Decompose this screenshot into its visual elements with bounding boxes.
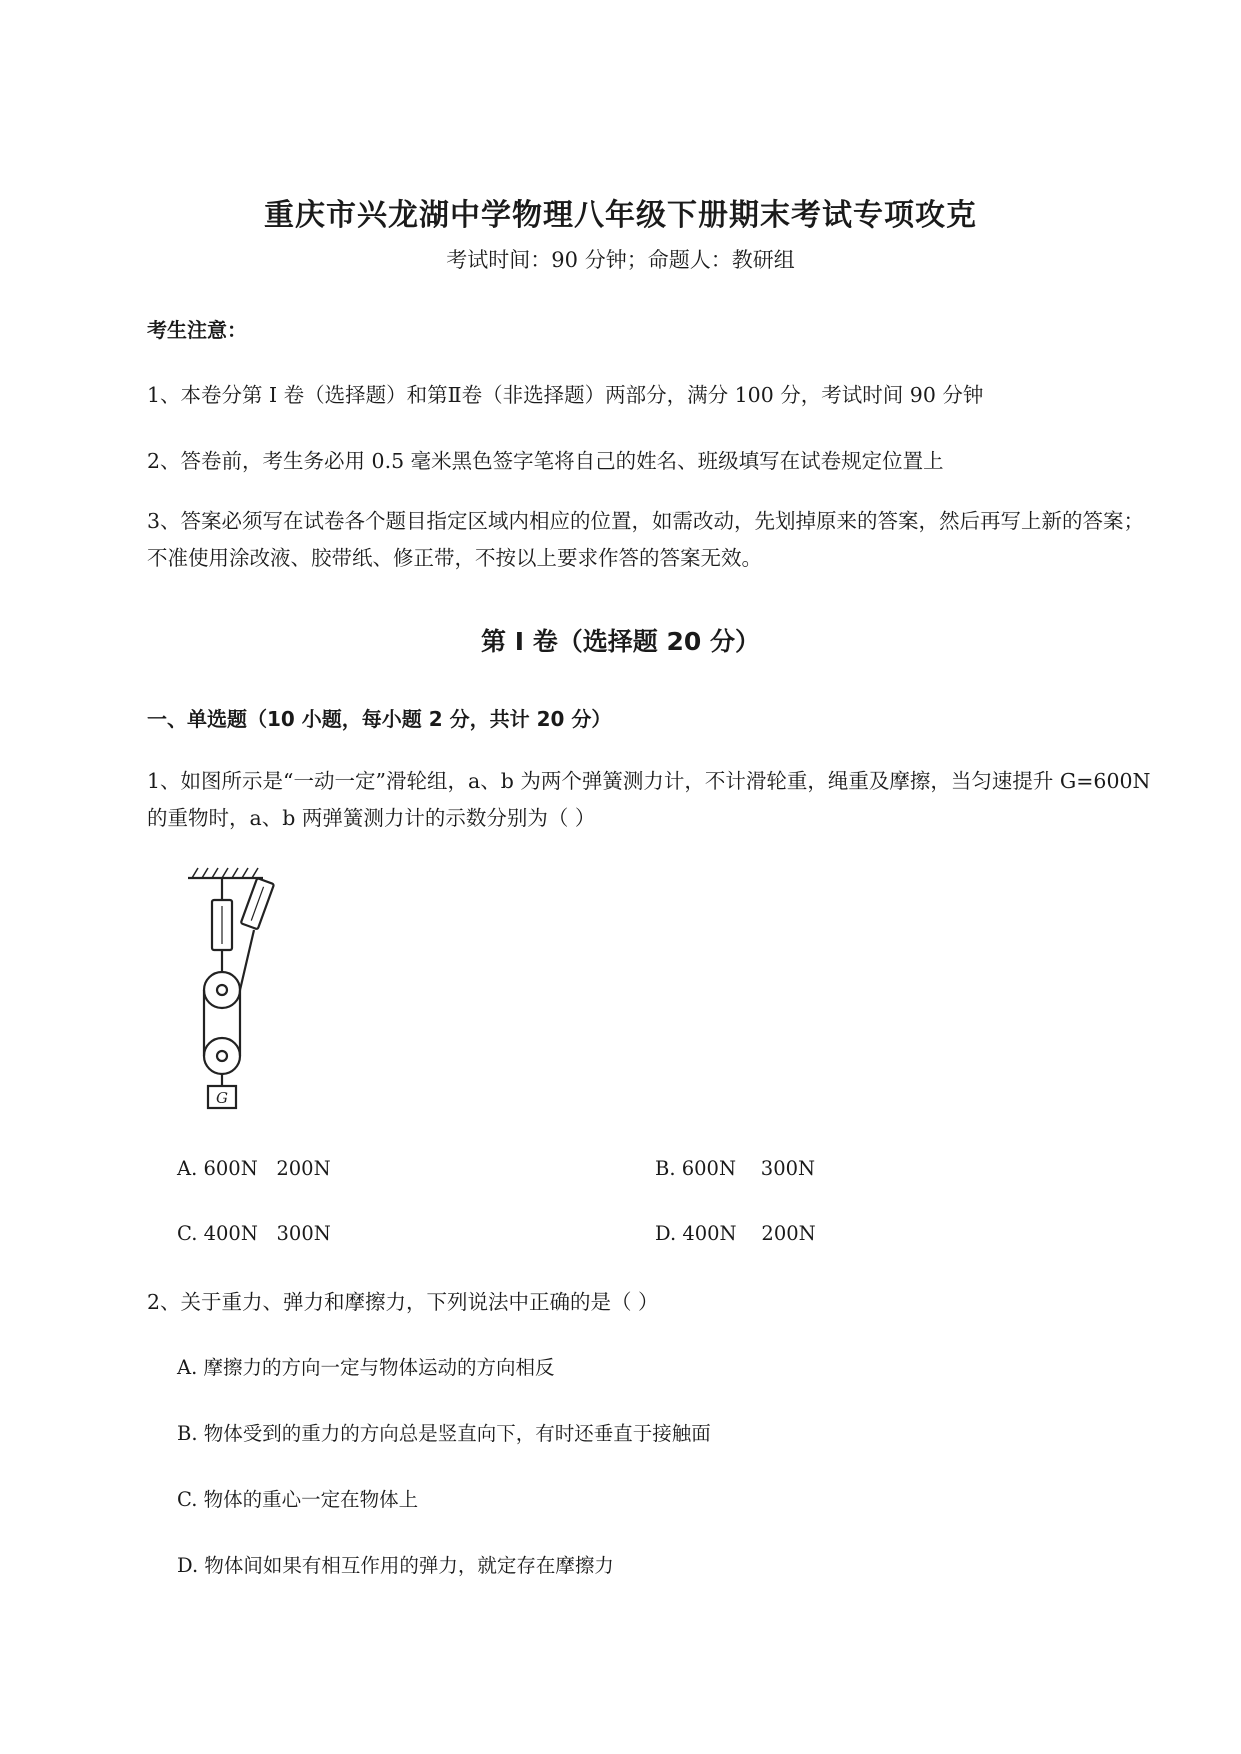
exam-title: 重庆市兴龙湖中学物理八年级下册期末考试专项攻克 <box>264 198 977 233</box>
q1-option-d[interactable]: D. 400N 200N <box>655 1222 816 1245</box>
question-1-stem: 1、如图所示是“一动一定”滑轮组，a、b 为两个弹簧测力计，不计滑轮重，绳重及摩擦，当匀速提升 G=600N 的重物时，a、b 两弹簧测力计的示数分别为（ ） <box>147 769 1151 830</box>
question-2-stem: 2、关于重力、弹力和摩擦力，下列说法中正确的是（ ） <box>147 1290 659 1314</box>
section-title: 第 I 卷（选择题 20 分） <box>481 627 760 656</box>
group-heading: 一、单选题（10 小题，每小题 2 分，共计 20 分） <box>147 707 612 731</box>
movable-pulley <box>204 1038 240 1074</box>
ceiling-hatch <box>192 868 258 878</box>
weight-label: G <box>216 1089 228 1107</box>
q2-option-a[interactable]: A. 摩擦力的方向一定与物体运动的方向相反 <box>177 1356 555 1379</box>
q1-option-c[interactable]: C. 400N 300N <box>177 1222 331 1245</box>
fixed-pulley <box>204 972 240 1008</box>
q1-option-a[interactable]: A. 600N 200N <box>177 1157 331 1180</box>
pulley-diagram <box>168 860 278 1110</box>
notice-item-2: 2、答卷前，考生务必用 0.5 毫米黑色签字笔将自己的姓名、班级填写在试卷规定位置上 <box>147 449 944 473</box>
q2-option-b[interactable]: B. 物体受到的重力的方向总是竖直向下，有时还垂直于接触面 <box>177 1422 711 1445</box>
q2-option-d[interactable]: D. 物体间如果有相互作用的弹力，就定存在摩擦力 <box>177 1554 614 1577</box>
exam-subtitle: 考试时间：90 分钟；命题人：教研组 <box>446 248 795 272</box>
q1-option-b[interactable]: B. 600N 300N <box>655 1157 816 1180</box>
notice-item-3: 3、答案必须写在试卷各个题目指定区域内相应的位置，如需改动，先划掉原来的答案，然后再写上新的答案；不准使用涂改液、胶带纸、修正带，不按以上要求作答的答案无效。 <box>147 509 1145 570</box>
notice-item-1: 1、本卷分第 I 卷（选择题）和第Ⅱ卷（非选择题）两部分，满分 100 分，考试时间 90 分钟 <box>147 383 984 407</box>
q2-option-c[interactable]: C. 物体的重心一定在物体上 <box>177 1488 419 1511</box>
notice-heading: 考生注意： <box>147 318 247 342</box>
spring-scale-b <box>241 878 274 929</box>
